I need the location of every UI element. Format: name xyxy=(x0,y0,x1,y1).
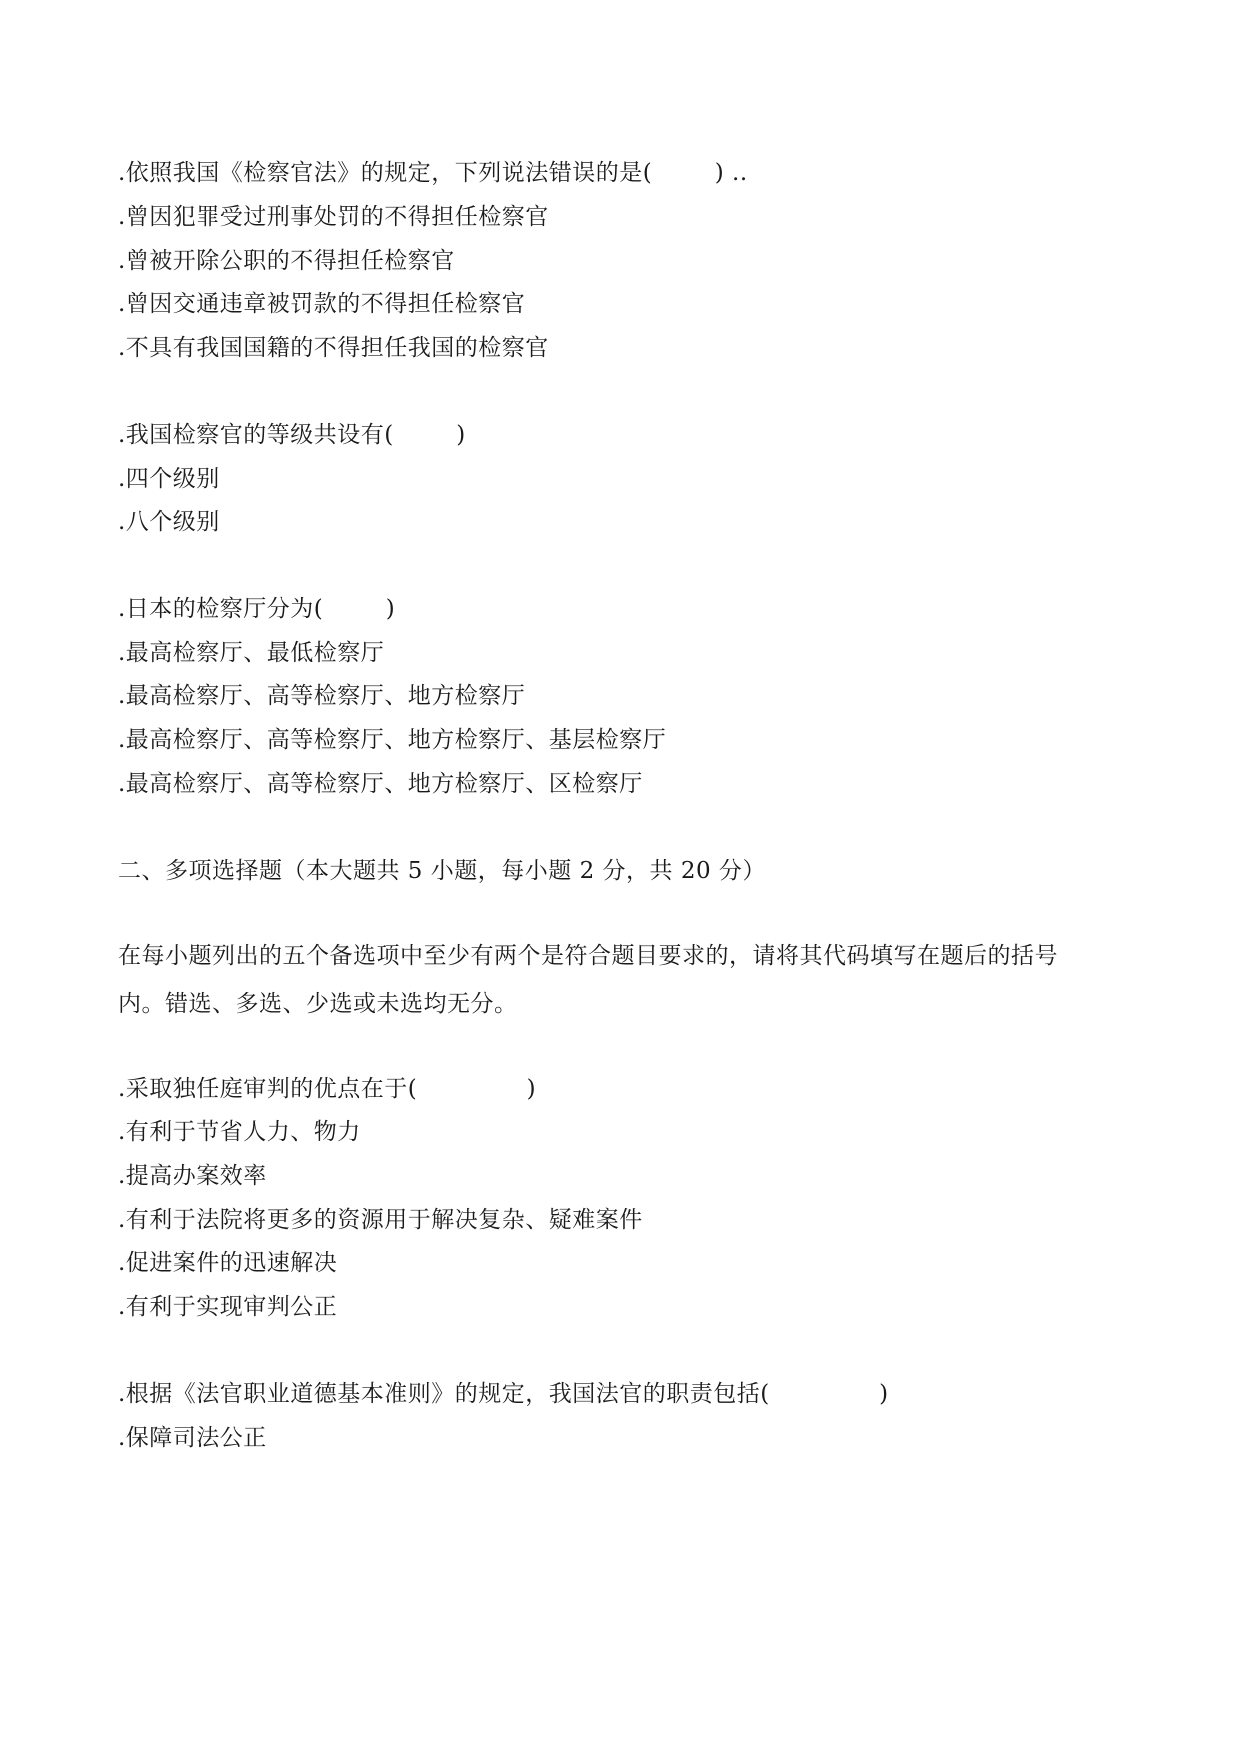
instruction-line: 内。错选、多选、少选或未选均无分。 xyxy=(118,991,518,1017)
option-item: .曾被开除公职的不得担任检察官 xyxy=(118,248,455,274)
option-item: .保障司法公正 xyxy=(118,1425,267,1451)
option-item: .曾因交通违章被罚款的不得担任检察官 xyxy=(118,291,526,317)
section-heading: 二、多项选择题（本大题共 5 小题，每小题 2 分，共 20 分） xyxy=(118,858,766,884)
question-stem: .根据《法官职业道德基本准则》的规定，我国法官的职责包括( ) xyxy=(118,1381,889,1407)
option-item: .最高检察厅、最低检察厅 xyxy=(118,640,385,666)
instruction-line: 在每小题列出的五个备选项中至少有两个是符合题目要求的，请将其代码填写在题后的括号 xyxy=(118,943,1058,969)
option-item: .有利于节省人力、物力 xyxy=(118,1119,361,1145)
question-stem: .采取独任庭审判的优点在于( ) xyxy=(118,1076,537,1102)
question-stem: .我国检察官的等级共设有( ) xyxy=(118,422,466,448)
option-item: .提高办案效率 xyxy=(118,1163,267,1189)
option-item: .最高检察厅、高等检察厅、地方检察厅 xyxy=(118,683,526,709)
option-item: .最高检察厅、高等检察厅、地方检察厅、区检察厅 xyxy=(118,771,643,797)
section-instructions xyxy=(118,932,1128,1028)
question-stem: .日本的检察厅分为( ) xyxy=(118,596,396,622)
option-item: .曾因犯罪受过刑事处罚的不得担任检察官 xyxy=(118,204,549,230)
option-item: .八个级别 xyxy=(118,509,220,535)
option-item: .四个级别 xyxy=(118,466,220,492)
option-item: .不具有我国国籍的不得担任我国的检察官 xyxy=(118,335,549,361)
option-item: .促进案件的迅速解决 xyxy=(118,1250,338,1276)
option-item: .有利于法院将更多的资源用于解决复杂、疑难案件 xyxy=(118,1207,643,1233)
question-stem: .依照我国《检察官法》的规定，下列说法错误的是( ) .. xyxy=(118,160,748,186)
option-item: .有利于实现审判公正 xyxy=(118,1294,338,1320)
option-item: .最高检察厅、高等检察厅、地方检察厅、基层检察厅 xyxy=(118,727,667,753)
